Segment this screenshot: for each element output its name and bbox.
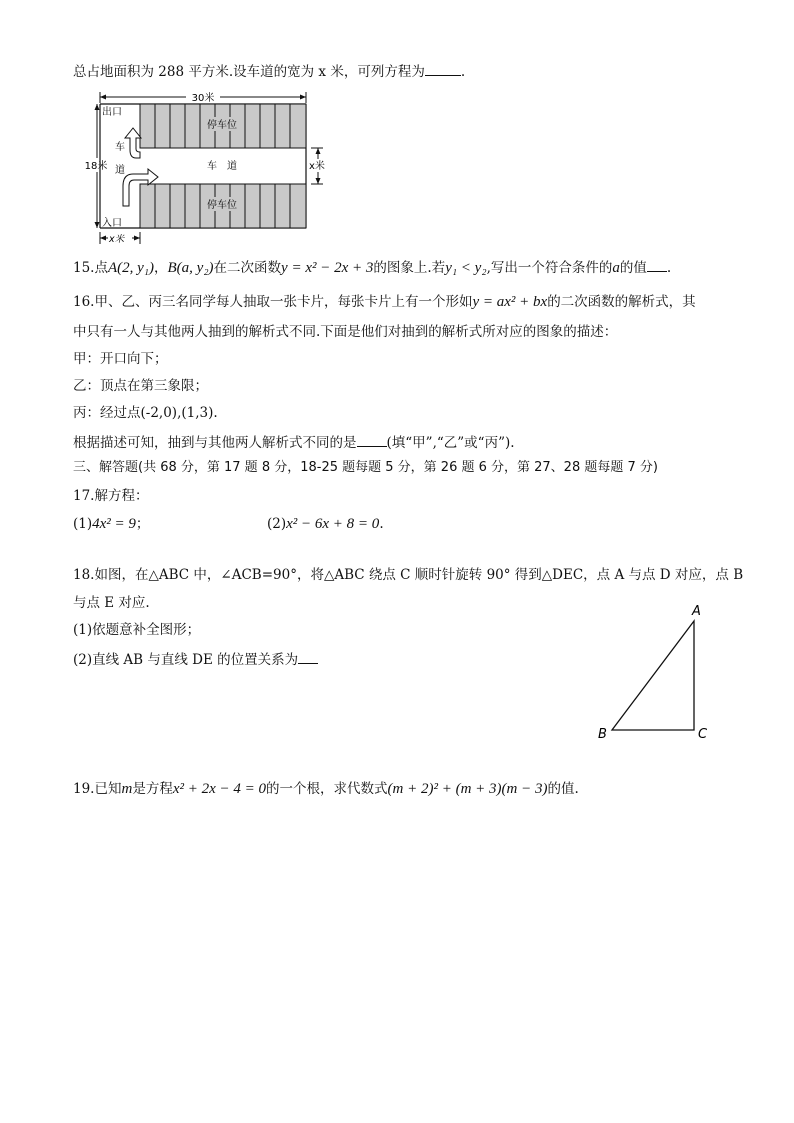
q15-pre: 15.点 [73, 260, 108, 276]
road-width-label: x米 [309, 161, 325, 172]
q14-tail: 总占地面积为 288 平方米.设车道的宽为 x 米，可列方程为 [73, 64, 425, 80]
q16-ans-post: (填“甲”,“乙”或“丙”). [386, 435, 515, 451]
q16-line2: 中只有一人与其他两人抽到的解析式不同.下面是他们对抽到的解析式所对应的图象的描述： [73, 324, 618, 340]
q14-end: . [460, 64, 466, 80]
q15-condition: y₁ < y₂ [445, 260, 487, 276]
q16-bing: 丙：经过点(-2,0),(1,3). [73, 405, 218, 421]
q18-part1: (1)依题意补全图形； [73, 622, 201, 638]
q18-p2-text: (2)直线 AB 与直线 DE 的位置关系为 [73, 652, 299, 668]
height-label: 18米 [84, 161, 108, 172]
q16-expression: y = ax² + bx [472, 294, 548, 310]
q15-point-a: A(2, y₁) [107, 260, 155, 276]
exit-label: 出口 [102, 107, 122, 118]
q15-mid: 在二次函数 [213, 260, 282, 276]
q15-answer-blank[interactable] [647, 257, 667, 272]
q18-line1: 18.如图，在△ABC 中，∠ACB=90°，将△ABC 绕点 C 顺时针旋转 90° 得到△DEC，点 A 与点 D 对应，点 B [73, 567, 744, 583]
q15-function: y = x² − 2x + 3 [281, 260, 374, 276]
q15-post: ,写出一个符合条件的 [486, 260, 613, 276]
q16-l1-pre: 16.甲、乙、丙三名同学每人抽取一张卡片，每张卡片上有一个形如 [73, 294, 473, 310]
q17-p2-expr: x² − 6x + 8 = 0 [286, 516, 380, 532]
label-b: B [598, 727, 607, 742]
triangle-abc-figure [590, 600, 720, 750]
q14-text [73, 61, 465, 81]
road-left-1: 车 [115, 142, 125, 153]
q14-answer-blank[interactable] [425, 61, 461, 76]
q17-part2 [267, 515, 384, 533]
road-center-label: 车 道 [207, 161, 237, 172]
q19 [73, 780, 579, 798]
top-width-label: 30米 [191, 93, 215, 104]
q15-mid2: 的图象上.若 [373, 260, 446, 276]
parking-bottom-label: 停车位 [207, 200, 237, 211]
q19-pre: 19.已知 [73, 781, 122, 797]
q15-end: 的值 [619, 260, 647, 276]
q17-p1-end: ； [135, 516, 150, 532]
q17-p2-label: (2) [267, 516, 287, 532]
q19-mid2: 的一个根，求代数式 [266, 781, 388, 797]
q17-p1-expr: 4x² = 9 [92, 516, 136, 532]
q15-sep: ， [154, 260, 168, 276]
q17-title: 17.解方程： [73, 488, 149, 504]
q17-p1-label: (1) [73, 516, 93, 532]
q17-p2-end: . [379, 516, 384, 532]
label-a: A [692, 604, 701, 619]
q15-variable: a [612, 260, 620, 276]
q16-l1-post: 的二次函数的解析式，其 [547, 294, 696, 310]
parking-lot-figure [78, 86, 338, 248]
q19-expression: (m + 2)² + (m + 3)(m − 3) [387, 781, 548, 797]
q16-line1 [73, 293, 696, 311]
q18-line2: 与点 E 对应. [73, 595, 150, 611]
exit-arrow-icon [125, 128, 141, 158]
q16-answer-blank[interactable] [357, 432, 387, 447]
q16-ans-pre: 根据描述可知，抽到与其他两人解析式不同的是 [73, 435, 357, 451]
q15: 15.点A(2, y₁)，B(a, y₂)在二次函数y = x² − 2x + 3的图象上.若y₁ < y₂,写出一个符合条件的a的值 . [73, 257, 671, 277]
bottom-width-label: x米 [109, 234, 125, 245]
road-left-2: 道 [115, 165, 125, 176]
q19-equation: x² + 2x − 4 = 0 [172, 781, 267, 797]
q16-answer-line [73, 432, 515, 452]
entrance-label: 入口 [102, 218, 122, 229]
q19-mid: 是方程 [132, 781, 173, 797]
q19-end: 的值. [547, 781, 579, 797]
q18-part2 [73, 649, 318, 669]
q16-yi: 乙：顶点在第三象限； [73, 378, 208, 394]
q16-jia: 甲：开口向下； [73, 351, 168, 367]
q15-point-b: B(a, y₂) [167, 260, 214, 276]
q19-m: m [121, 781, 133, 797]
triangle-abc [612, 621, 694, 730]
q18-answer-blank[interactable] [298, 649, 318, 664]
label-c: C [698, 727, 708, 742]
parking-top-label: 停车位 [207, 120, 237, 131]
section3-title: 三、解答题(共 68 分，第 17 题 8 分，18-25 题每题 5 分，第 26 题 6 分，第 27、28 题每题 7 分) [73, 460, 658, 475]
q17-part1 [73, 515, 149, 533]
